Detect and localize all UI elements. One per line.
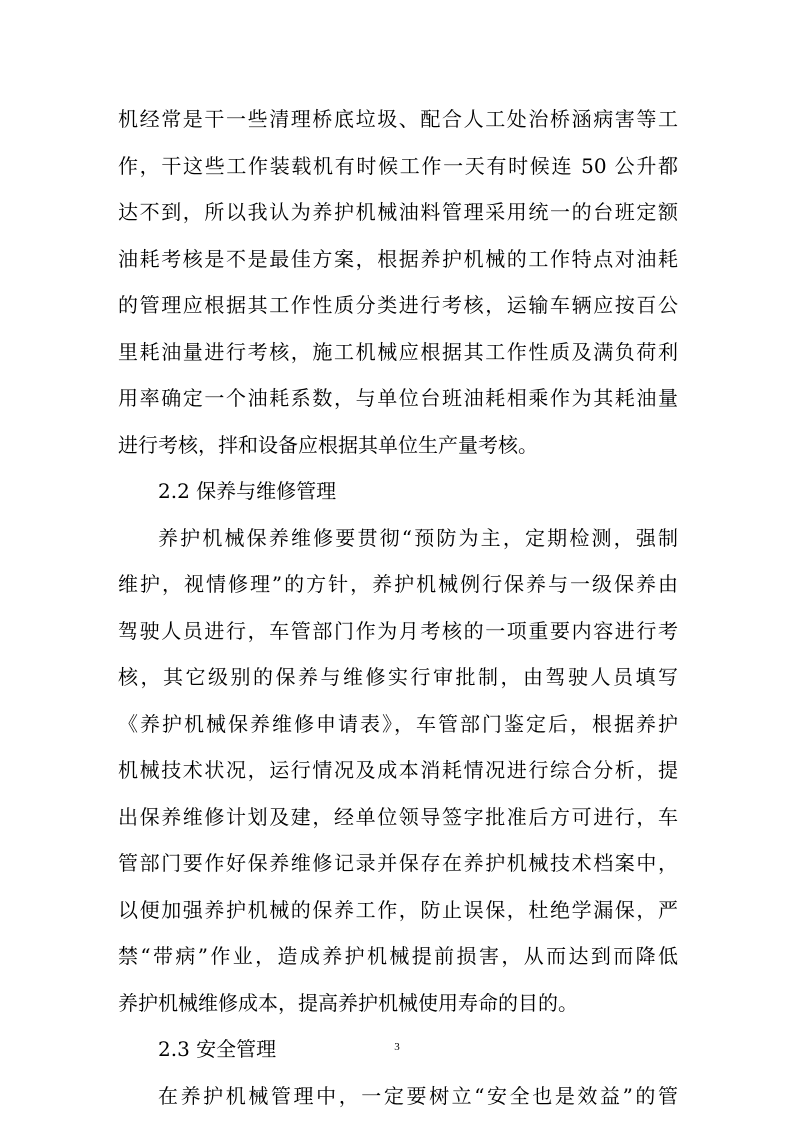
section-heading: 2.3 安全管理 [158,1037,277,1061]
paragraph-line: 《养护机械保养维修申请表》，车管部门鉴定后，根据养护 [118,711,678,736]
paragraph-line: 核，其它级别的保养与维修实行审批制，由驾驶人员填写 [118,665,678,689]
section-heading: 2.2 保养与维修管理 [158,479,337,503]
paragraph-line: 禁“带病”作业，造成养护机械提前损害，从而达到而降低 [118,944,678,968]
paragraph-line: 出保养维修计划及建，经单位领导签字批准后方可进行，车 [118,804,678,829]
paragraph-line: 的管理应根据其工作性质分类进行考核，运输车辆应按百公 [118,293,678,317]
paragraph-line: 在养护机械管理中，一定要树立“安全也是效益”的管 [158,1083,678,1108]
paragraph-line: 维护，视情修理”的方针，养护机械例行保养与一级保养由 [118,572,678,596]
paragraph-line: 作，干这些工作装载机有时候工作一天有时候连 50 公升都 [118,153,678,178]
paragraph-line: 机械技术状况，运行情况及成本消耗情况进行综合分析，提 [118,758,678,782]
paragraph-line: 管部门要作好保养维修记录并保存在养护机械技术档案中， [118,851,678,875]
page-number: 3 [394,1041,400,1053]
paragraph-line: 养护机械保养维修要贯彻“预防为主，定期检测，强制 [158,525,678,550]
paragraph-line: 养护机械维修成本，提高养护机械使用寿命的目的。 [118,990,578,1015]
paragraph-line: 以便加强养护机械的保养工作，防止误保，杜绝学漏保，严 [118,897,678,922]
paragraph-line: 油耗考核是不是最佳方案，根据养护机械的工作特点对油耗 [118,246,678,271]
paragraph-line: 驾驶人员进行，车管部门作为月考核的一项重要内容进行考 [118,618,678,643]
paragraph-line: 用率确定一个油耗系数，与单位台班油耗相乘作为其耗油量 [118,386,678,410]
paragraph-line: 机经常是干一些清理桥底垃圾、配合人工处治桥涵病害等工 [118,107,678,131]
paragraph-line: 里耗油量进行考核，施工机械应根据其工作性质及满负荷利 [118,339,678,364]
paragraph-line: 进行考核，拌和设备应根据其单位生产量考核。 [118,432,538,457]
body-text [118,96,678,1119]
paragraph-line: 达不到，所以我认为养护机械油料管理采用统一的台班定额 [118,200,678,224]
